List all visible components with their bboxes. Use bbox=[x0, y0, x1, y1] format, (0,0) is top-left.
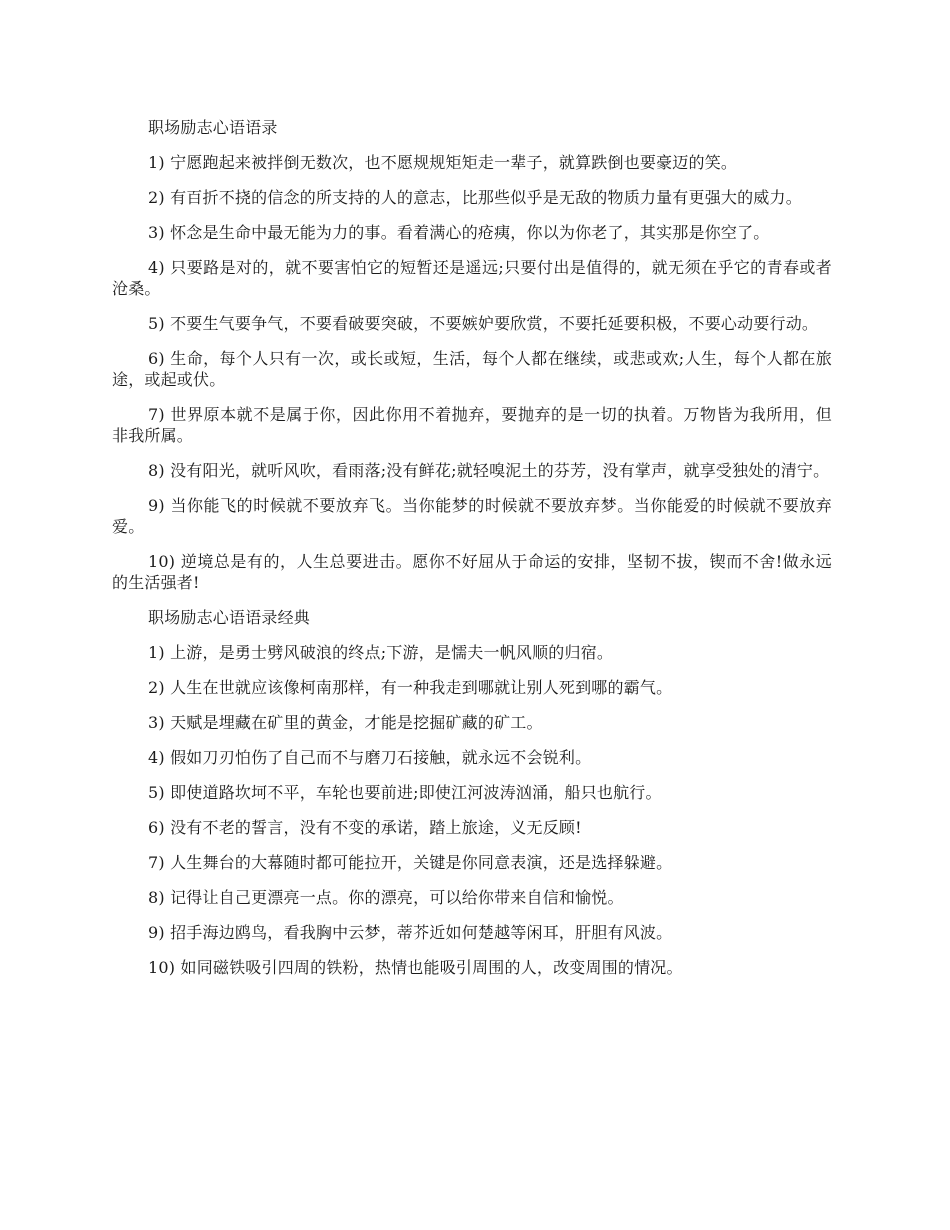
quote-item: 7) 人生舞台的大幕随时都可能拉开，关键是你同意表演，还是选择躲避。 bbox=[148, 853, 673, 872]
quote-item: 6) 生命，每个人只有一次，或长或短，生活，每个人都在继续，或悲或欢;人生，每个人都在旅途，或起或伏。 bbox=[112, 349, 832, 389]
quote-item: 4) 假如刀刃怕伤了自己而不与磨刀石接触，就永远不会锐利。 bbox=[148, 748, 592, 767]
quote-item: 3) 天赋是埋藏在矿里的黄金，才能是挖掘矿藏的矿工。 bbox=[148, 713, 543, 732]
section1-heading: 职场励志心语语录 bbox=[148, 118, 278, 137]
section2-heading: 职场励志心语语录经典 bbox=[148, 608, 311, 627]
quote-item: 2) 有百折不挠的信念的所支持的人的意志，比那些似乎是无敌的物质力量有更强大的威力。 bbox=[148, 188, 802, 207]
quote-item: 2) 人生在世就应该像柯南那样，有一种我走到哪就让别人死到哪的霸气。 bbox=[148, 678, 673, 697]
quote-item: 9) 招手海边鸥鸟，看我胸中云梦，蒂芥近如何楚越等闲耳，肝胆有风波。 bbox=[148, 923, 673, 942]
section1-quote-list bbox=[112, 152, 832, 593]
quote-item: 6) 没有不老的誓言，没有不变的承诺，踏上旅途，义无反顾! bbox=[148, 818, 582, 837]
section2-quote-list bbox=[112, 642, 832, 978]
quote-item: 7) 世界原本就不是属于你，因此你用不着抛弃，要抛弃的是一切的执着。万物皆为我所用，但非我所属。 bbox=[112, 405, 832, 445]
quote-item: 1) 上游，是勇士劈风破浪的终点;下游，是懦夫一帆风顺的归宿。 bbox=[148, 643, 614, 662]
quote-item: 4) 只要路是对的，就不要害怕它的短暂还是遥远;只要付出是值得的，就无须在乎它的青春或者沧桑。 bbox=[112, 258, 832, 298]
document-page bbox=[112, 117, 832, 992]
quote-item: 8) 记得让自己更漂亮一点。你的漂亮，可以给你带来自信和愉悦。 bbox=[148, 888, 624, 907]
quote-item: 1) 宁愿跑起来被拌倒无数次，也不愿规规矩矩走一辈子，就算跌倒也要豪迈的笑。 bbox=[148, 153, 738, 172]
quote-item: 10) 逆境总是有的，人生总要进击。愿你不好屈从于命运的安排，坚韧不拔，锲而不舍!做永远的生活强者! bbox=[112, 552, 832, 592]
quote-item: 10) 如同磁铁吸引四周的铁粉，热情也能吸引周围的人，改变周围的情况。 bbox=[148, 958, 683, 977]
quote-item: 3) 怀念是生命中最无能为力的事。看着满心的疮痍，你以为你老了，其实那是你空了。 bbox=[148, 223, 770, 242]
quote-item: 8) 没有阳光，就听风吹，看雨落;没有鲜花;就轻嗅泥土的芬芳，没有掌声，就享受独处的清宁。 bbox=[148, 461, 830, 480]
quote-item: 5) 不要生气要争气，不要看破要突破，不要嫉妒要欣赏，不要托延要积极，不要心动要行动。 bbox=[148, 314, 819, 333]
quote-item: 5) 即使道路坎坷不平，车轮也要前进;即使江河波涛汹涌，船只也航行。 bbox=[148, 783, 662, 802]
quote-item: 9) 当你能飞的时候就不要放弃飞。当你能梦的时候就不要放弃梦。当你能爱的时候就不要放弃爱。 bbox=[112, 496, 832, 536]
